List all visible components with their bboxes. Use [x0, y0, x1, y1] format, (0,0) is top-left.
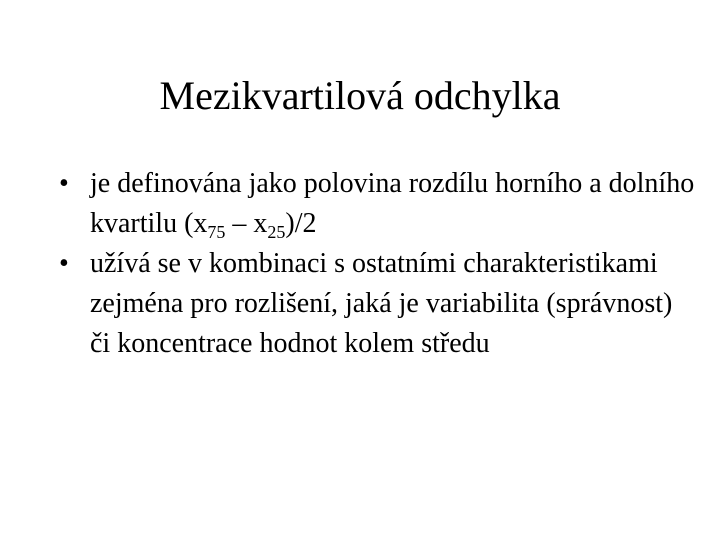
subscript-25: 25: [267, 222, 286, 242]
bullet-item-usage: [55, 244, 695, 364]
slide-title: Mezikvartilová odchylka: [159, 73, 561, 118]
definition-end-text: )/2: [285, 208, 317, 239]
usage-text: užívá se v kombinaci s ostatními charakteristikami zejména pro rozlišení, jaká je variabilita (správnost) či koncentrace hodnot kolem středu: [90, 248, 673, 359]
bullet-list: [55, 164, 695, 364]
bullet-dot-icon: •: [59, 248, 69, 279]
definition-text: je definována jako polovina rozdílu horního a dolního kvartilu (x: [90, 168, 695, 239]
definition-minus-text: – x: [225, 208, 268, 239]
subscript-75: 75: [207, 222, 226, 242]
bullet-item-definition: [55, 164, 695, 244]
bullet-dot-icon: •: [59, 168, 69, 199]
